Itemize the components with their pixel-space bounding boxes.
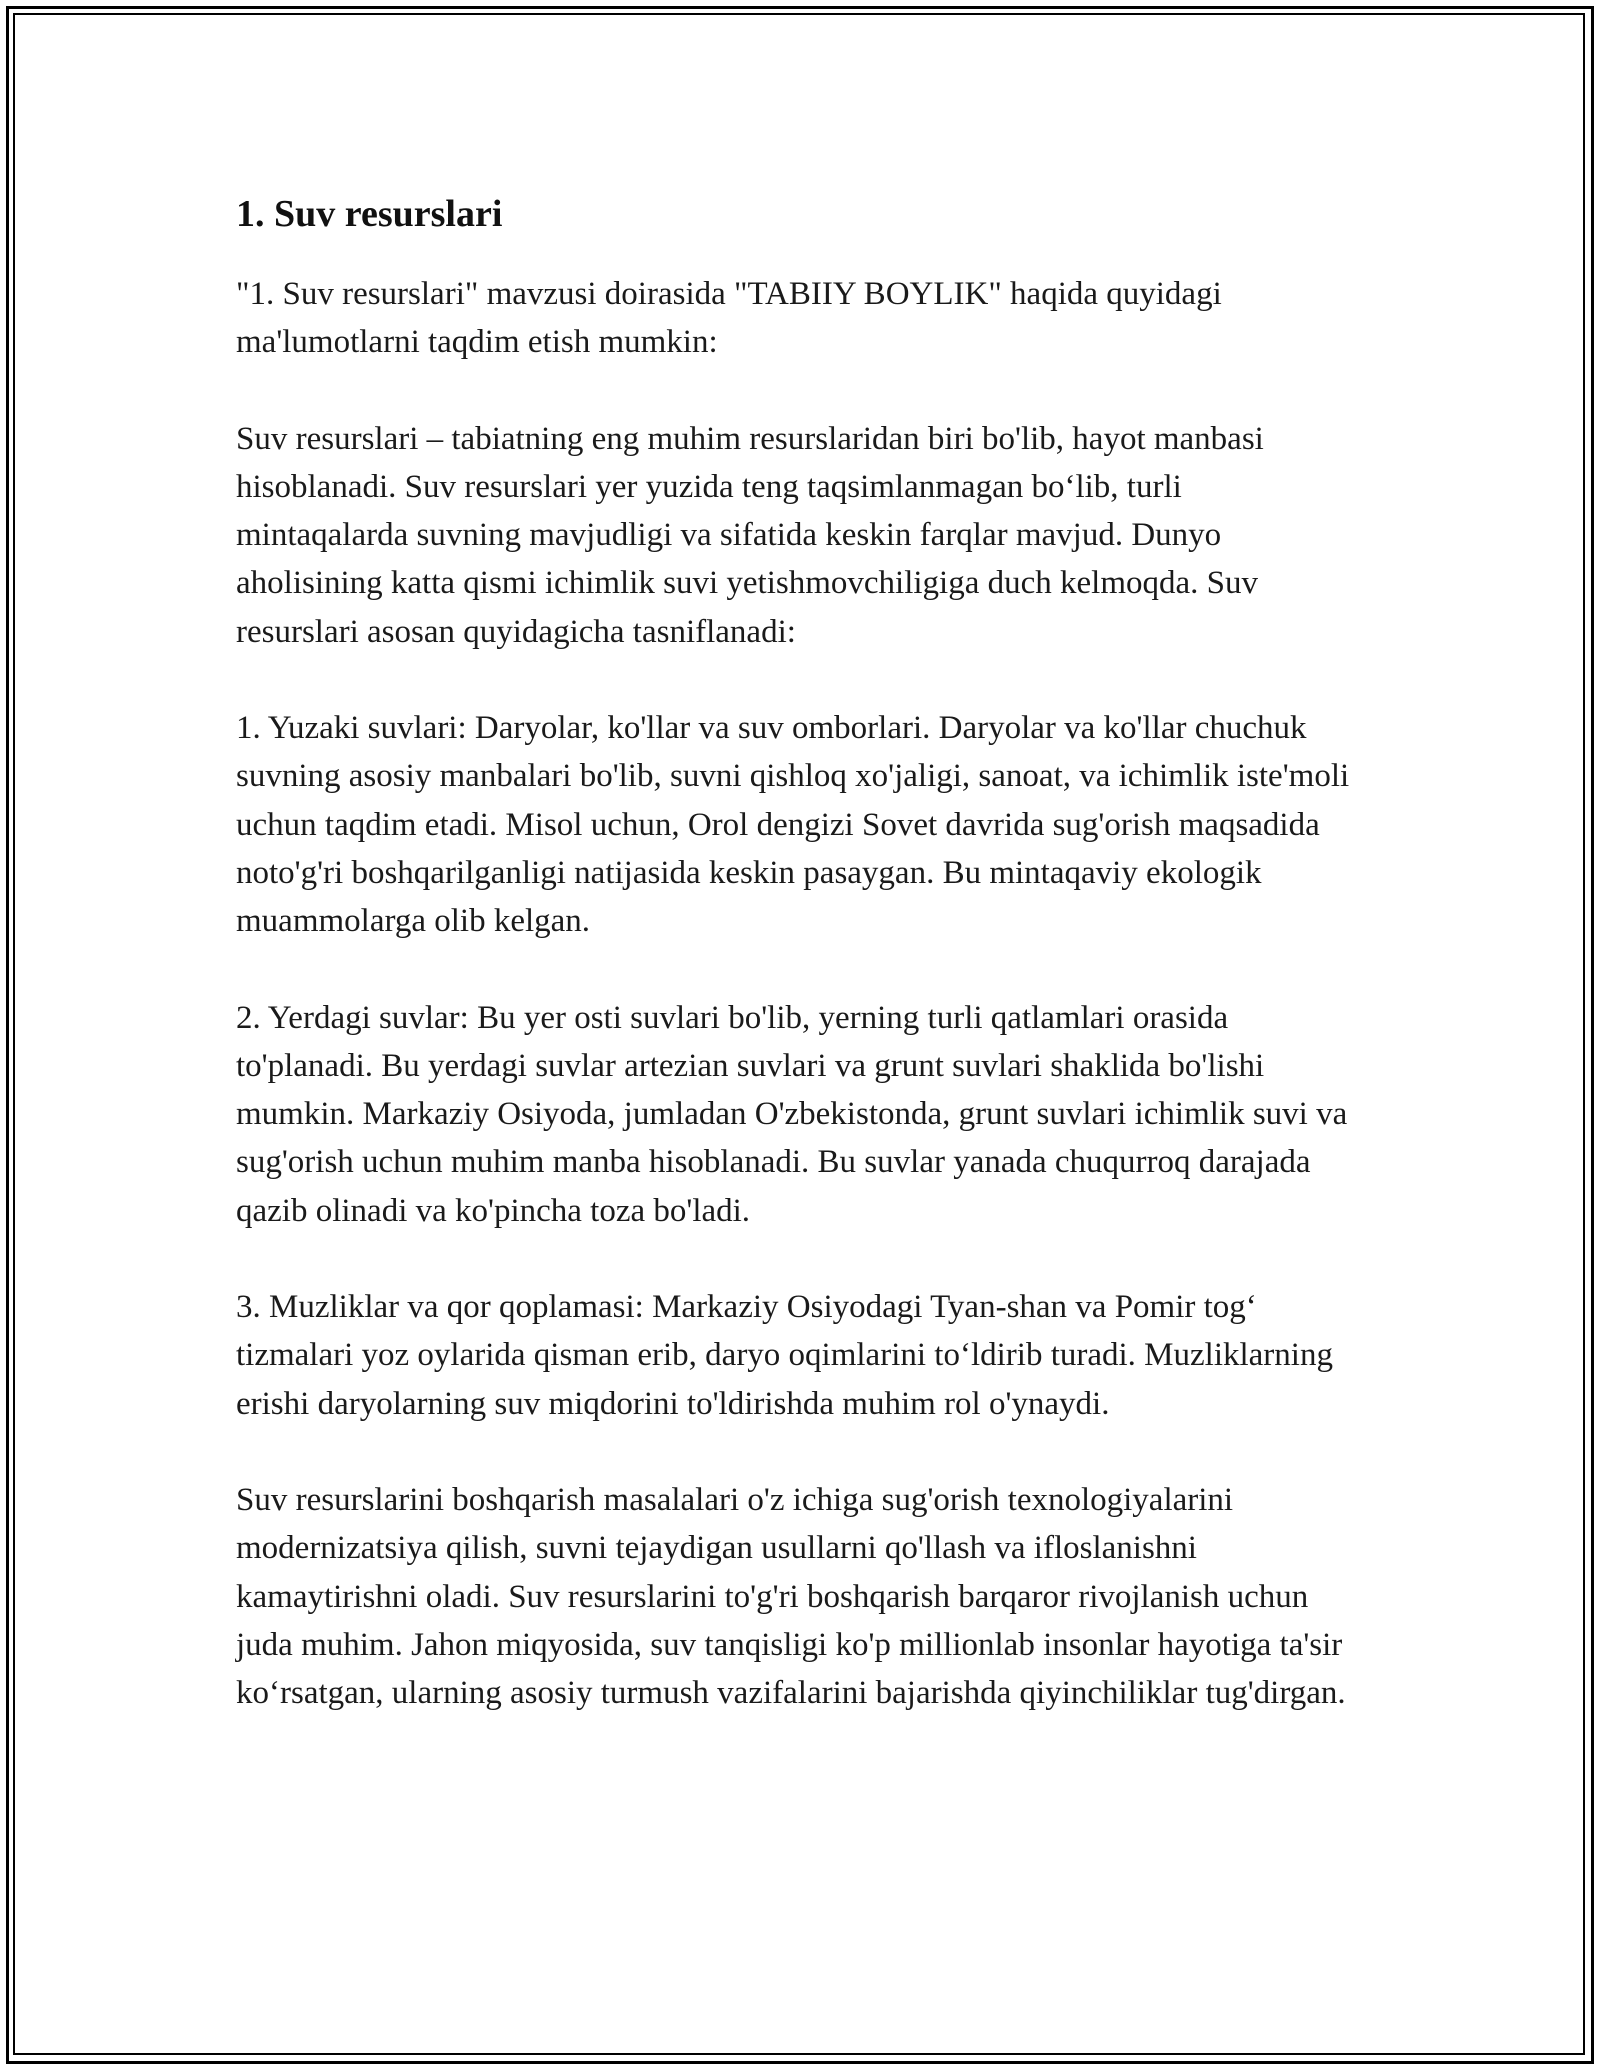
groundwater-paragraph: 2. Yerdagi suvlar: Bu yer osti suvlari bo'lib, yerning turli qatlamlari orasida to'planadi. Bu yerdagi suvlar artezian suvlari va grunt suvlari shaklida bo'lishi mumkin. Markaziy Osiyoda, jumladan O'zbekistonda, grunt suvlari ichimlik suvi va sug'orish uchun muhim manba hisoblanadi. Bu suvlar yanada chuqurroq darajada qazib olinadi va ko'pincha toza bo'ladi. [236, 999, 1348, 1229]
surface-water-paragraph: 1. Yuzaki suvlari: Daryolar, ko'llar va suv omborlari. Daryolar va ko'llar chuchuk suvning asosiy manbalari bo'lib, suvni qishloq xo'jaligi, sanoat, va ichimlik iste'moli uchun taqdim etadi. Misol uchun, Orol dengizi Sovet davrida sug'orish maqsadida noto'g'ri boshqarilganligi natijasida keskin pasaygan. Bu mintaqaviy ekologik muammolarga olib kelgan. [236, 710, 1350, 940]
document-title: 1. Suv resurslari [236, 193, 503, 235]
intro-paragraph: "1. Suv resurslari" mavzusi doirasida "TABIIY BOYLIK" haqida quyidagi ma'lumotlarni taqdim etish mumkin: [236, 276, 1222, 361]
management-paragraph: Suv resurslarini boshqarish masalalari o'z ichiga sug'orish texnologiyalarini modernizatsiya qilish, suvni tejaydigan usullarni qo'llash va ifloslanishni kamaytirishni oladi. Suv resurslarini to'g'ri boshqarish barqaror rivojlanish uchun juda muhim. Jahon miqyosida, suv tanqisligi ko'p millionlab insonlar hayotiga ta'sir ko‘rsatgan, ularning asosiy turmush vazifalarini bajarishda qiyinchiliklar tug'dirgan. [236, 1481, 1346, 1712]
overview-paragraph: Suv resurslari – tabiatning eng muhim resurslaridan biri bo'lib, hayot manbasi hisoblanadi. Suv resurslari yer yuzida teng taqsimlanmagan bo‘lib, turli mintaqalarda suvning mavjudligi va sifatida keskin farqlar mavjud. Dunyo aholisining katta qismi ichimlik suvi yetishmovchiligiga duch kelmoqda. Suv resurslari asosan quyidagicha tasniflanadi: [236, 420, 1264, 650]
document-page [236, 186, 1356, 1765]
glaciers-paragraph: 3. Muzliklar va qor qoplamasi: Markaziy Osiyodagi Tyan-shan va Pomir tog‘ tizmalari yoz oylarida qisman erib, daryo oqimlarini to‘ldirib turadi. Muzliklarning erishi daryolarning suv miqdorini to'ldirishda muhim rol o'ynaydi. [236, 1289, 1333, 1422]
